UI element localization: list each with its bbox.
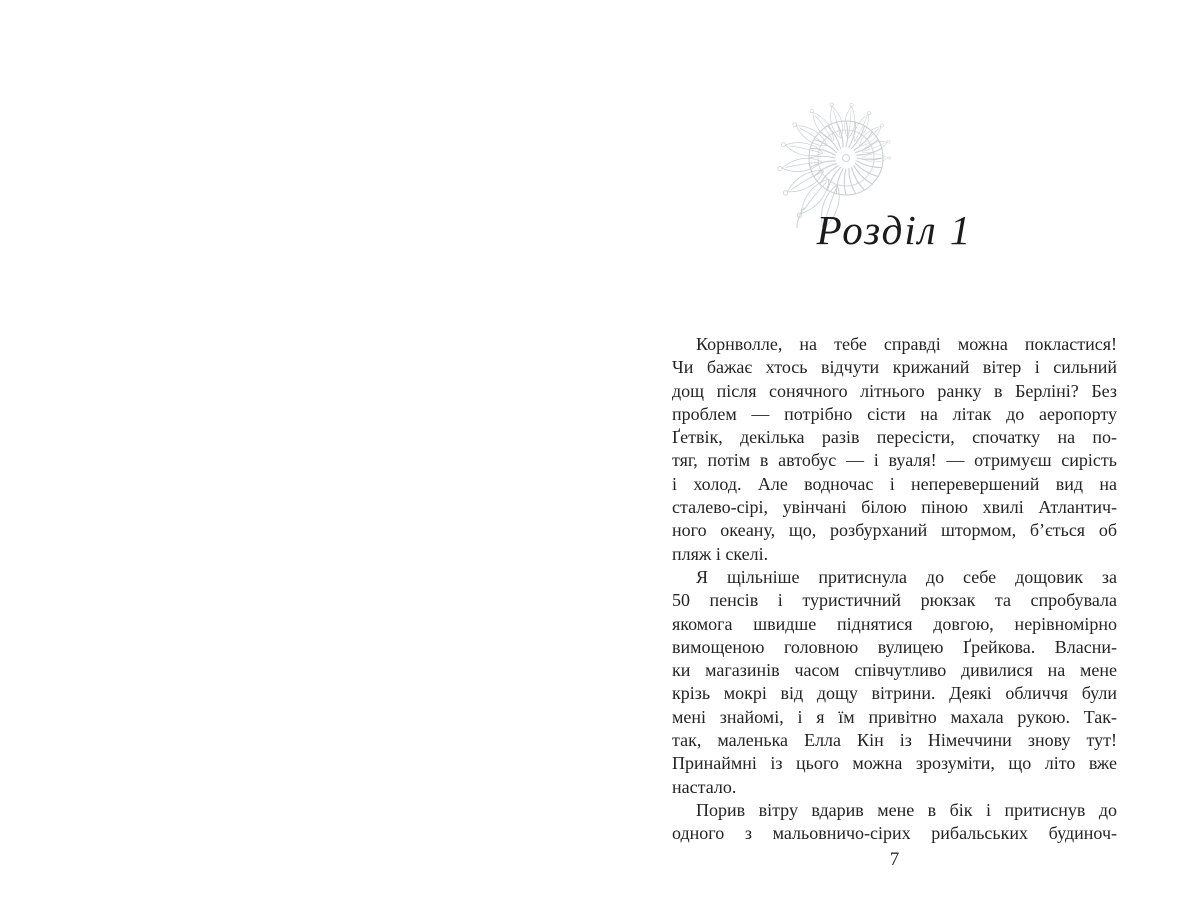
body-text-line: ки магазинів часом співчутливо дивилися на мене xyxy=(672,660,1117,681)
body-text-line: тяг, потім в автобус — і вуаля! — отримуєш сирість xyxy=(672,450,1117,471)
page-text-column xyxy=(672,0,1117,918)
body-text-line: сталево-сірі, увінчані білою піною хвилі Атлантич- xyxy=(672,497,1117,518)
body-text-line: дощ після сонячного літнього ранку в Берліні? Без xyxy=(672,380,1117,401)
body-text-line: вимощеною головною вулицею Ґрейкова. Власни- xyxy=(672,636,1117,657)
body-text-line: Корнволле, на тебе справді можна покластися! xyxy=(696,334,1117,354)
body-text-line: ного океану, що, розбурханий штормом, б’ється об xyxy=(672,520,1117,541)
body-text-line: проблем — потрібно сісти на літак до аеропорту xyxy=(672,403,1117,424)
body-text-line: крізь мокрі від дощу вітрини. Деякі обличчя були xyxy=(672,683,1117,704)
chapter-heading: Розділ 1 xyxy=(816,207,973,253)
body-text-line: 50 пенсів і туристичний рюкзак та спробувала xyxy=(672,590,1117,611)
body-text-line: одного з мальовничо-сірих рибальських будиноч- xyxy=(672,823,1117,844)
body-text-line: Ґетвік, декілька разів пересісти, спочатку на по- xyxy=(672,427,1117,448)
body-text-line: настало. xyxy=(672,776,737,797)
body-text-line: якомога швидше піднятися довгою, нерівномірно xyxy=(672,613,1117,634)
body-text-line: Я щільніше притиснула до себе дощовик за xyxy=(696,566,1117,587)
body-text-line: і холод. Але водночас і неперевершений вид на xyxy=(672,473,1117,494)
body-text-line: так, маленька Елла Кін із Німеччини знову тут! xyxy=(672,730,1117,751)
body-text-line: Чи бажає хтось відчути крижаний вітер і сильний xyxy=(672,357,1117,378)
body-text-line: Порив вітру вдарив мене в бік і притиснув до xyxy=(696,799,1117,820)
page-number: 7 xyxy=(889,849,900,870)
body-text-line: мені знайомі, і я їм привітно махала рукою. Так- xyxy=(672,706,1117,727)
body-text-line: пляж і скелі. xyxy=(672,543,769,564)
body-text-line: Принаймні із цього можна зрозуміти, що літо вже xyxy=(672,753,1117,774)
body-text xyxy=(672,333,1117,846)
